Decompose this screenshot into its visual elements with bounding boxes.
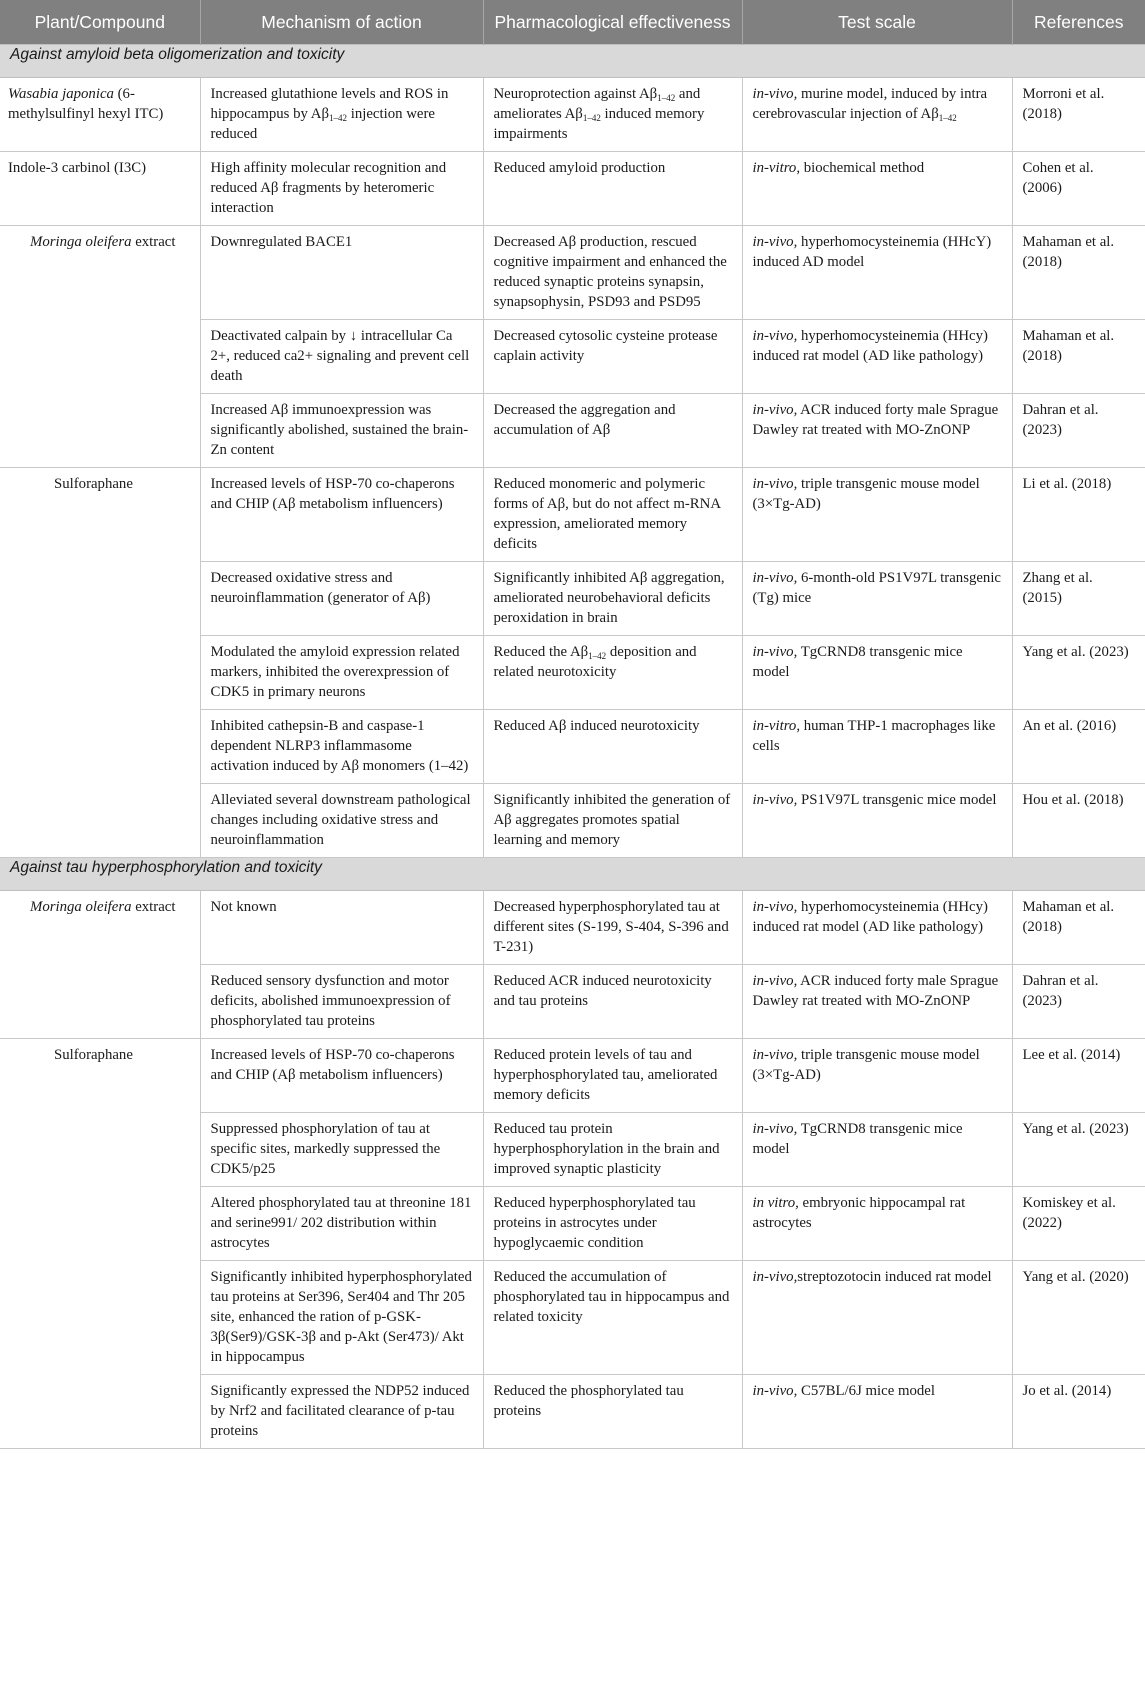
- test-scale-type: in-vivo,: [752, 476, 798, 492]
- test-scale-type: in-vivo,: [752, 234, 798, 250]
- test-scale-cell: [742, 78, 1012, 152]
- effectiveness-cell: Reduced the phosphorylated tau proteins: [483, 1375, 742, 1449]
- test-scale-detail: human THP-1 macrophages like cells: [752, 718, 996, 754]
- test-scale-type: in-vivo,: [752, 328, 798, 344]
- test-scale-detail: embryonic hippocampal rat astrocytes: [752, 1195, 966, 1231]
- effectiveness-cell: Reduced protein levels of tau and hyperphosphorylated tau, ameliorated memory deficits: [483, 1039, 742, 1113]
- test-scale-type: in-vivo,: [752, 1383, 798, 1399]
- effectiveness-cell: Decreased hyperphosphorylated tau at different sites (S-199, S-404, S-396 and T-231): [483, 891, 742, 965]
- plant-name-italic: Moringa oleifera: [30, 899, 132, 915]
- plant-name: Sulforaphane: [54, 476, 133, 492]
- test-scale-detail: hyperhomocysteinemia (HHcY) induced AD model: [752, 234, 992, 270]
- plant-cell: [0, 78, 200, 152]
- test-scale-cell: [742, 1039, 1012, 1113]
- mechanism-cell: Alleviated several downstream pathological changes including oxidative stress and neuroinflammation: [200, 784, 483, 858]
- mechanism-cell: High affinity molecular recognition and reduced Aβ fragments by heteromeric interaction: [200, 152, 483, 226]
- test-scale-cell: [742, 1375, 1012, 1449]
- reference-cell: Mahaman et al. (2018): [1012, 320, 1145, 394]
- reference-cell: Mahaman et al. (2018): [1012, 226, 1145, 320]
- test-scale-detail: 6-month-old PS1V97L transgenic (Tg) mice: [752, 570, 1001, 606]
- table-row: [0, 226, 1145, 320]
- mechanism-cell: Significantly expressed the NDP52 induced by Nrf2 and facilitated clearance of p-tau proteins: [200, 1375, 483, 1449]
- mechanism-cell: Downregulated BACE1: [200, 226, 483, 320]
- test-scale-cell: [742, 1113, 1012, 1187]
- test-scale-cell: [742, 965, 1012, 1039]
- mechanism-cell: Significantly inhibited hyperphosphorylated tau proteins at Ser396, Ser404 and Thr 205 site, enhanced the ration of p-GSK-3β(Ser9)/GSK-3β and p-Akt (Ser473)/ Akt in hippocampus: [200, 1261, 483, 1375]
- test-scale-type: in-vivo,: [752, 644, 798, 660]
- test-scale-cell: [742, 226, 1012, 320]
- effectiveness-cell: Decreased the aggregation and accumulation of Aβ: [483, 394, 742, 468]
- mechanism-cell: Increased levels of HSP-70 co-chaperons and CHIP (Aβ metabolism influencers): [200, 1039, 483, 1113]
- test-scale-detail: TgCRND8 transgenic mice model: [752, 644, 963, 680]
- plant-cell: [0, 891, 200, 1039]
- section-title: Against tau hyperphosphorylation and toxicity: [0, 858, 1145, 891]
- table-row: [0, 152, 1145, 226]
- section-row: [0, 858, 1145, 891]
- test-scale-detail: C57BL/6J mice model: [797, 1383, 935, 1399]
- test-scale-detail: PS1V97L transgenic mice model: [797, 792, 997, 808]
- reference-cell: Zhang et al. (2015): [1012, 562, 1145, 636]
- section-row: [0, 45, 1145, 78]
- test-scale-detail: murine model, induced by intra cerebrovascular injection of $A\beta_{1-42}$: [752, 86, 988, 123]
- effectiveness-cell: Decreased cytosolic cysteine protease caplain activity: [483, 320, 742, 394]
- effectiveness-cell: Decreased Aβ production, rescued cognitive impairment and enhanced the reduced synaptic proteins synapsin, synapsophysin, PSD93 and PSD95: [483, 226, 742, 320]
- effectiveness-cell: Neuroprotection against $A\beta_{1-42}$ and ameliorates $A\beta_{1-42}$ induced memory impairments: [483, 78, 742, 152]
- header-references: References: [1012, 0, 1145, 45]
- test-scale-detail: streptozotocin induced rat model: [797, 1269, 992, 1285]
- effectiveness-cell: Significantly inhibited Aβ aggregation, ameliorated neurobehavioral deficits peroxidation in brain: [483, 562, 742, 636]
- header-plant: Plant/Compound: [0, 0, 200, 45]
- effectiveness-cell: Reduced Aβ induced neurotoxicity: [483, 710, 742, 784]
- test-scale-type: in-vivo,: [752, 86, 798, 102]
- effectiveness-cell: Reduced amyloid production: [483, 152, 742, 226]
- test-scale-type: in-vivo,: [752, 570, 798, 586]
- test-scale-detail: hyperhomocysteinemia (HHcy) induced rat model (AD like pathology): [752, 328, 988, 364]
- reference-cell: Hou et al. (2018): [1012, 784, 1145, 858]
- mechanism-cell: Increased levels of HSP-70 co-chaperons and CHIP (Aβ metabolism influencers): [200, 468, 483, 562]
- test-scale-type: in-vivo,: [752, 792, 798, 808]
- reference-cell: Dahran et al. (2023): [1012, 965, 1145, 1039]
- test-scale-type: in-vivo,: [752, 1121, 798, 1137]
- test-scale-type: in-vivo,: [752, 402, 798, 418]
- table-row: [0, 78, 1145, 152]
- table-row: [0, 891, 1145, 965]
- header-effectiveness: Pharmacological effectiveness: [483, 0, 742, 45]
- mechanism-cell: Not known: [200, 891, 483, 965]
- mechanism-cell: Reduced sensory dysfunction and motor deficits, abolished immunoexpression of phosphorylated tau proteins: [200, 965, 483, 1039]
- test-scale-type: in-vivo,: [752, 899, 798, 915]
- test-scale-type: in-vitro,: [752, 718, 801, 734]
- plant-name-italic: Moringa oleifera: [30, 234, 132, 250]
- test-scale-cell: [742, 152, 1012, 226]
- section-title: Against amyloid beta oligomerization and toxicity: [0, 45, 1145, 78]
- effectiveness-cell: Significantly inhibited the generation of Aβ aggregates promotes spatial learning and memory: [483, 784, 742, 858]
- mechanism-cell: Modulated the amyloid expression related markers, inhibited the overexpression of CDK5 in primary neurons: [200, 636, 483, 710]
- plant-name: (6-methylsulfinyl hexyl ITC): [8, 86, 164, 122]
- plant-name: extract: [131, 234, 176, 250]
- test-scale-cell: [742, 562, 1012, 636]
- reference-cell: Yang et al. (2020): [1012, 1261, 1145, 1375]
- mechanism-cell: Deactivated calpain by ↓ intracellular Ca 2+, reduced ca2+ signaling and prevent cell death: [200, 320, 483, 394]
- plant-cell: [0, 468, 200, 858]
- test-scale-cell: [742, 784, 1012, 858]
- mechanism-cell: Increased Aβ immunoexpression was significantly abolished, sustained the brain-Zn content: [200, 394, 483, 468]
- mechanism-cell: Increased glutathione levels and ROS in hippocampus by $A\beta_{1-42}$ injection were reduced: [200, 78, 483, 152]
- reference-cell: Yang et al. (2023): [1012, 636, 1145, 710]
- test-scale-cell: [742, 1261, 1012, 1375]
- test-scale-type: in vitro,: [752, 1195, 799, 1211]
- header-mechanism: Mechanism of action: [200, 0, 483, 45]
- plant-cell: [0, 226, 200, 468]
- test-scale-type: in-vivo,: [752, 1269, 798, 1285]
- effectiveness-cell: Reduced monomeric and polymeric forms of Aβ, but do not affect m-RNA expression, ameliorated memory deficits: [483, 468, 742, 562]
- plant-name: Sulforaphane: [54, 1047, 133, 1063]
- mechanism-cell: Suppressed phosphorylation of tau at specific sites, markedly suppressed the CDK5/p25: [200, 1113, 483, 1187]
- test-scale-cell: [742, 320, 1012, 394]
- reference-cell: Cohen et al. (2006): [1012, 152, 1145, 226]
- test-scale-detail: ACR induced forty male Sprague Dawley rat treated with MO-ZnONP: [752, 402, 999, 438]
- reference-cell: Li et al. (2018): [1012, 468, 1145, 562]
- mechanism-cell: Decreased oxidative stress and neuroinflammation (generator of Aβ): [200, 562, 483, 636]
- test-scale-type: in-vitro,: [752, 160, 801, 176]
- test-scale-cell: [742, 710, 1012, 784]
- test-scale-detail: biochemical method: [800, 160, 925, 176]
- mechanism-cell: Inhibited cathepsin-B and caspase-1 dependent NLRP3 inflammasome activation induced by Aβ monomers (1–42): [200, 710, 483, 784]
- plant-name: Indole-3 carbinol (I3C): [8, 160, 147, 176]
- reference-cell: Lee et al. (2014): [1012, 1039, 1145, 1113]
- effectiveness-cell: Reduced tau protein hyperphosphorylation in the brain and improved synaptic plasticity: [483, 1113, 742, 1187]
- reference-cell: Dahran et al. (2023): [1012, 394, 1145, 468]
- table-row: [0, 468, 1145, 562]
- mechanism-cell: Altered phosphorylated tau at threonine 181 and serine991/ 202 distribution within astrocytes: [200, 1187, 483, 1261]
- reference-cell: Mahaman et al. (2018): [1012, 891, 1145, 965]
- test-scale-cell: [742, 636, 1012, 710]
- reference-cell: Morroni et al. (2018): [1012, 78, 1145, 152]
- test-scale-cell: [742, 468, 1012, 562]
- test-scale-detail: ACR induced forty male Sprague Dawley rat treated with MO-ZnONP: [752, 973, 999, 1009]
- plant-name: extract: [131, 899, 176, 915]
- reference-cell: An et al. (2016): [1012, 710, 1145, 784]
- plant-cell: [0, 1039, 200, 1449]
- effectiveness-cell: Reduced ACR induced neurotoxicity and tau proteins: [483, 965, 742, 1039]
- effectiveness-cell: Reduced the accumulation of phosphorylated tau in hippocampus and related toxicity: [483, 1261, 742, 1375]
- test-scale-type: in-vivo,: [752, 973, 798, 989]
- reference-cell: Jo et al. (2014): [1012, 1375, 1145, 1449]
- test-scale-cell: [742, 891, 1012, 965]
- effectiveness-cell: Reduced the $A\beta_{1-42}$ deposition and related neurotoxicity: [483, 636, 742, 710]
- effectiveness-cell: Reduced hyperphosphorylated tau proteins in astrocytes under hypoglycaemic condition: [483, 1187, 742, 1261]
- reference-cell: Komiskey et al. (2022): [1012, 1187, 1145, 1261]
- table-row: [0, 1039, 1145, 1113]
- header-row: [0, 0, 1145, 45]
- plant-cell: [0, 152, 200, 226]
- plant-name-italic: Wasabia japonica: [8, 86, 114, 102]
- test-scale-detail: triple transgenic mouse model (3×Tg-AD): [752, 1047, 980, 1083]
- test-scale-detail: TgCRND8 transgenic mice model: [752, 1121, 963, 1157]
- reference-cell: Yang et al. (2023): [1012, 1113, 1145, 1187]
- test-scale-type: in-vivo,: [752, 1047, 798, 1063]
- test-scale-detail: hyperhomocysteinemia (HHcy) induced rat model (AD like pathology): [752, 899, 988, 935]
- header-test-scale: Test scale: [742, 0, 1012, 45]
- test-scale-cell: [742, 394, 1012, 468]
- test-scale-detail: triple transgenic mouse model (3×Tg-AD): [752, 476, 980, 512]
- test-scale-cell: [742, 1187, 1012, 1261]
